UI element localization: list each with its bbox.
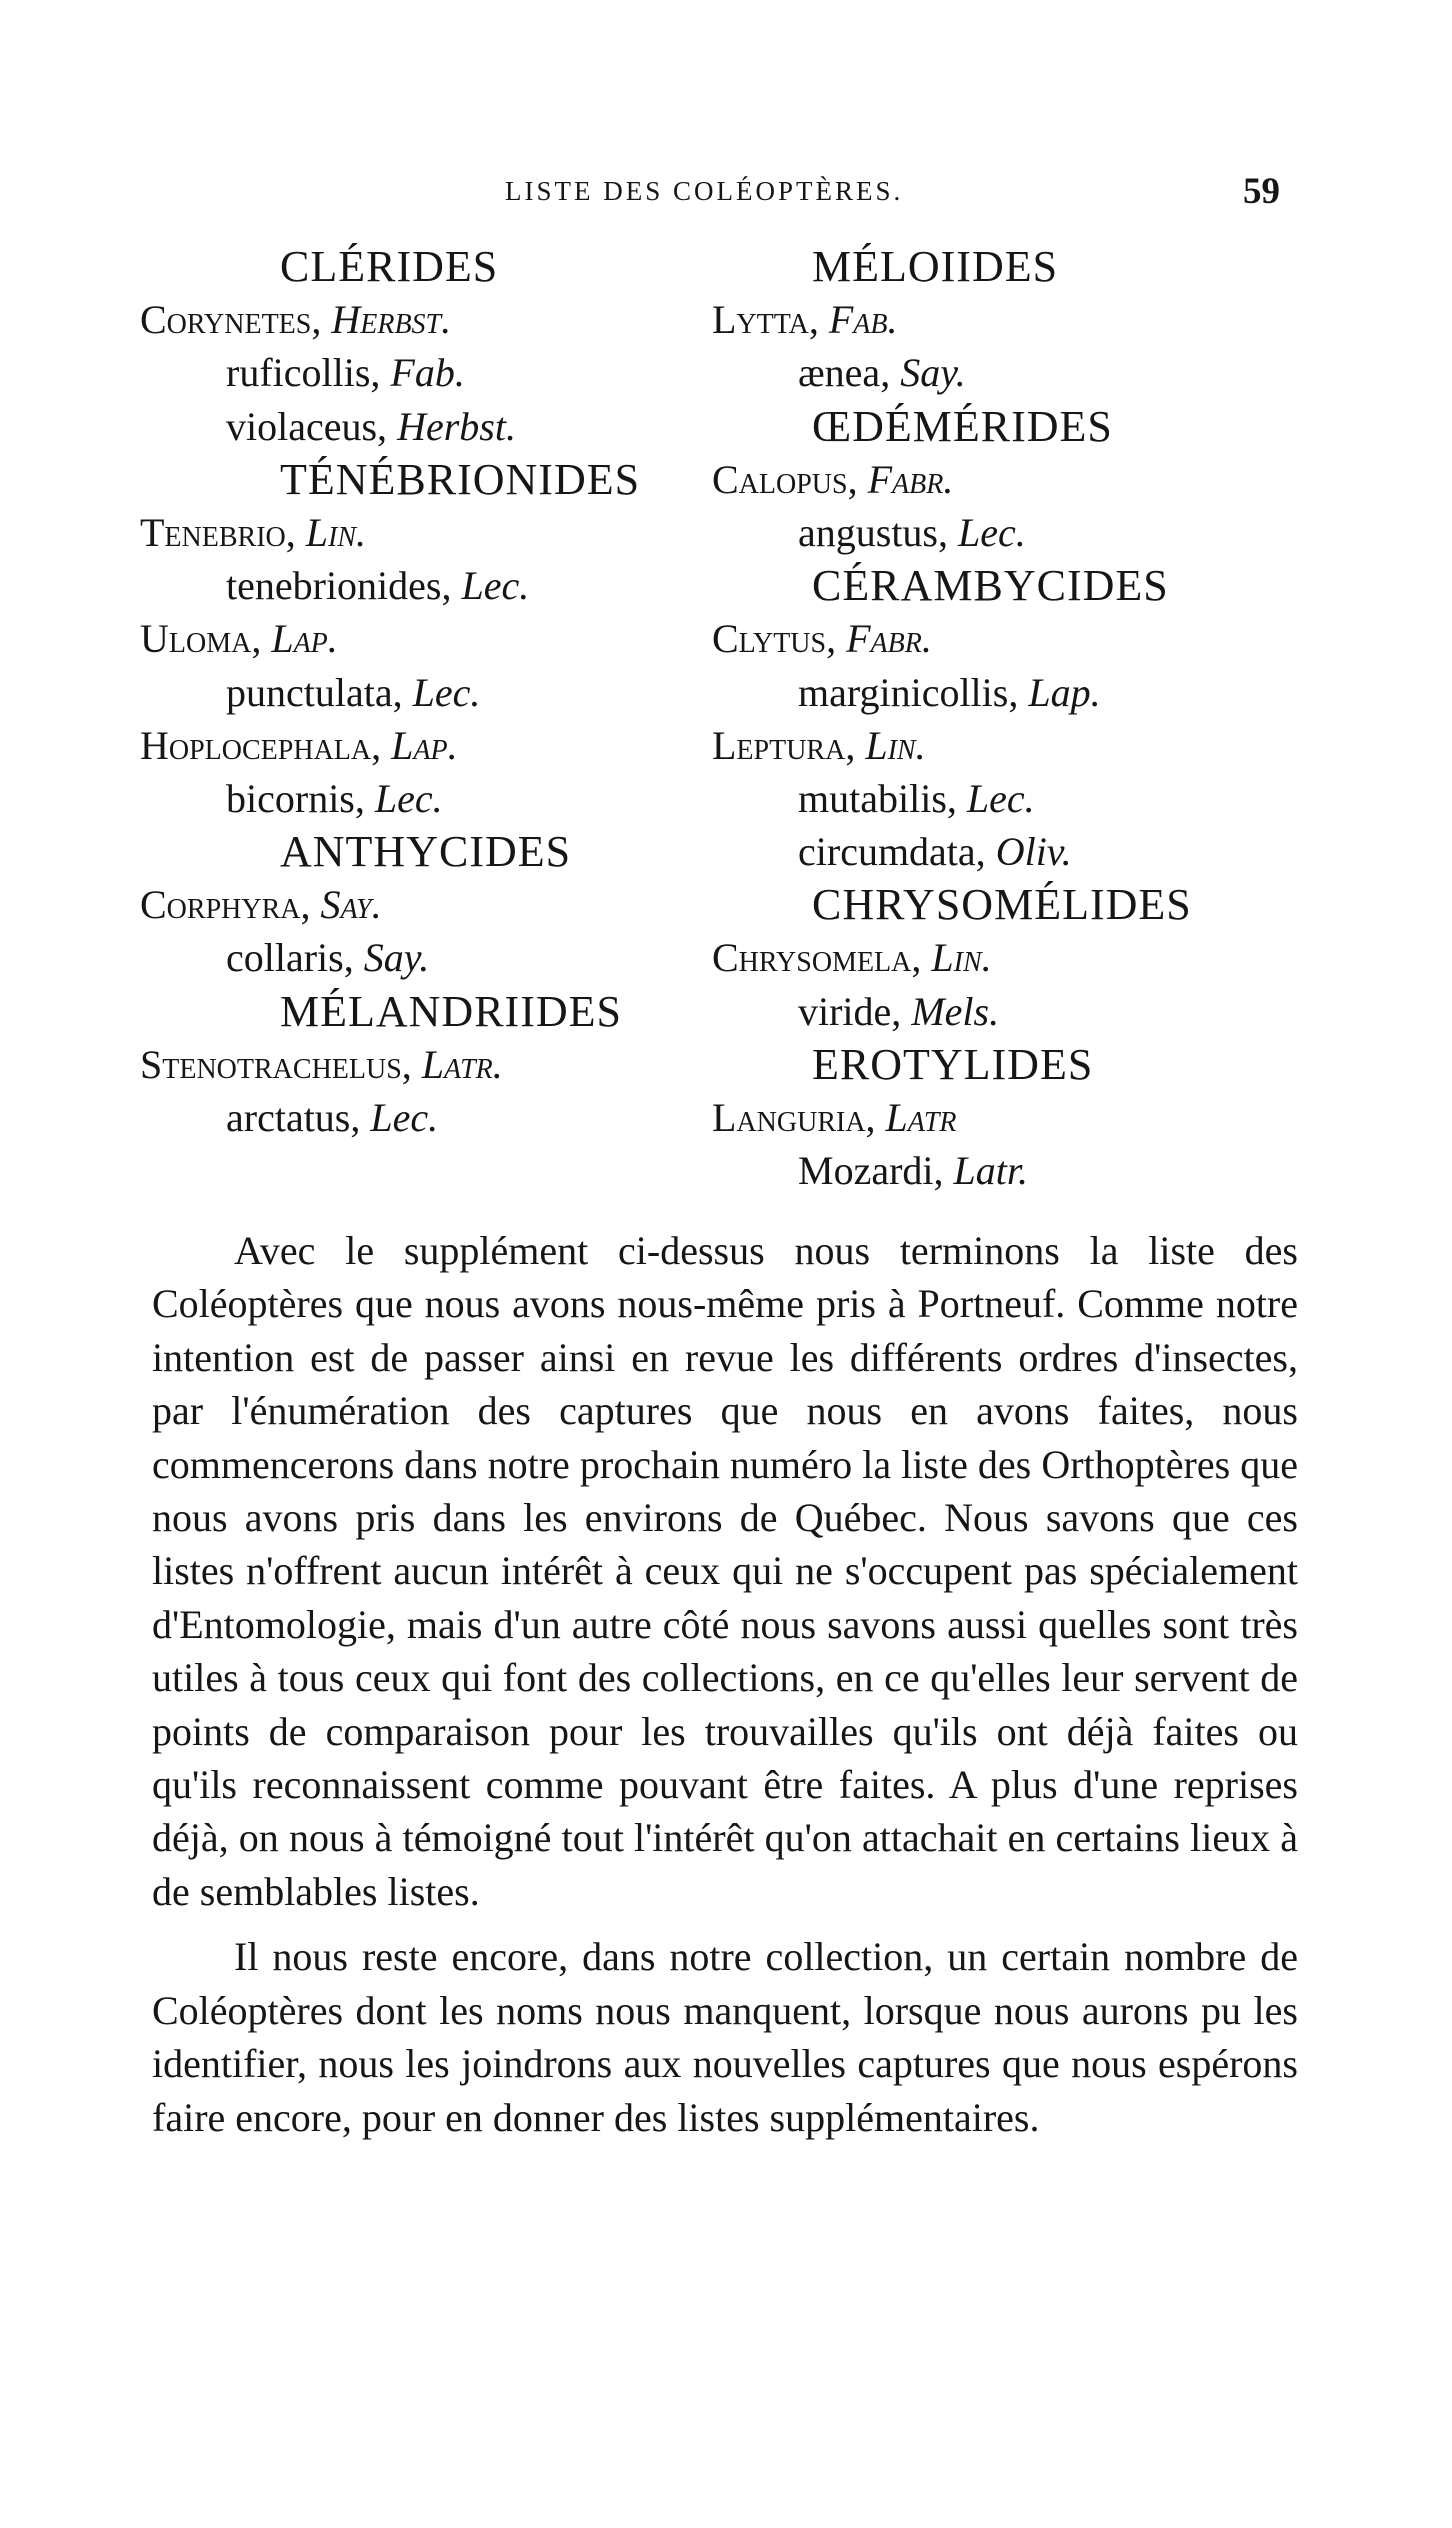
author-abbrev: Oliv. xyxy=(995,829,1072,875)
genus-entry xyxy=(712,719,1272,772)
author-abbrev: Latr xyxy=(885,1095,957,1140)
family-heading: EROTYLIDES xyxy=(812,1039,1094,1089)
genus-name: Stenotrachelus, xyxy=(140,1041,412,1087)
author-abbrev: Lin. xyxy=(865,722,926,768)
genus-name: Chrysomela, xyxy=(712,935,922,981)
genus-name: Clytus, xyxy=(712,616,837,662)
author-abbrev: Fab. xyxy=(390,350,465,396)
species-entry xyxy=(712,1144,1272,1197)
paragraph: Il nous reste encore, dans notre collection, un certain nombre de Coléoptères dont les noms nous manquent, lorsque nous aurons pu les identifier, nous les joindrons aux nouvelles captures que nous espérons faire encore, pour en donner des listes supplémentaires. xyxy=(152,1934,1298,2140)
species-entry xyxy=(712,506,1272,559)
species-entry xyxy=(140,666,640,719)
genus-name: Lytta, xyxy=(712,297,819,343)
genus-name: Leptura, xyxy=(712,722,856,768)
species-entry xyxy=(140,559,640,612)
running-title: LISTE DES COLÉOPTÈRES. xyxy=(505,176,904,206)
author-abbrev: Lap. xyxy=(391,722,458,768)
author-abbrev: Lin. xyxy=(931,935,992,981)
author-abbrev: Lap. xyxy=(1028,669,1101,715)
species-name: arctatus, xyxy=(226,1095,361,1140)
author-abbrev: Say. xyxy=(320,882,382,928)
author-abbrev: Fab. xyxy=(828,297,898,343)
species-entry xyxy=(140,772,640,825)
species-list-left xyxy=(140,240,640,1144)
author-abbrev: Lec. xyxy=(412,669,481,715)
author-abbrev: Say. xyxy=(900,350,966,396)
species-name: viride, xyxy=(798,988,902,1034)
family-heading: CHRYSOMÉLIDES xyxy=(812,880,1192,930)
species-name: circumdata, xyxy=(798,829,986,875)
species-list-right xyxy=(712,240,1272,1197)
author-abbrev: Say. xyxy=(363,935,430,981)
genus-entry xyxy=(712,1091,1272,1144)
author-abbrev: Herbst. xyxy=(397,403,516,449)
species-entry xyxy=(712,985,1272,1038)
family-heading: TÉNÉBRIONIDES xyxy=(280,454,641,504)
author-abbrev: Lin. xyxy=(305,509,367,555)
species-name: angustus, xyxy=(798,509,948,555)
page-number: 59 xyxy=(1243,171,1280,212)
genus-entry xyxy=(140,293,640,346)
paragraph: Avec le supplément ci-dessus nous terminons la liste des Coléoptères que nous avons nous-même pris à Portneuf. Comme notre intention est de passer ainsi en revue les différents ordres d'insectes, par l'énumération des captures que nous en avons faites, nous commencerons dans notre prochain numéro la liste des Orthoptères que nous avons pris dans les environs de Québec. Nous savons que ces listes n'offrent aucun intérêt à ceux qui ne s'occupent pas spécialement d'Entomologie, mais d'un autre côté nous savons aussi quelles sont très utiles à tous ceux qui font des collections, en ce qu'elles leur servent de points de comparaison pour les trouvailles qu'ils ont déjà faites ou qu'ils reconnaissent comme pouvant être faites. A plus d'une reprises déjà, on nous à témoigné tout l'intérêt qu'on attachait en certains lieux à de semblables listes. xyxy=(152,1228,1298,1914)
species-name: ruficollis, xyxy=(226,350,381,396)
author-abbrev: Latr. xyxy=(953,1148,1029,1194)
family-heading: CLÉRIDES xyxy=(280,242,499,291)
species-entry xyxy=(140,1091,640,1144)
author-abbrev: Lap. xyxy=(271,616,338,662)
family-heading: MÉLOIIDES xyxy=(812,242,1059,291)
species-entry xyxy=(140,346,640,399)
species-name: punctulata, xyxy=(226,669,403,715)
family-heading: MÉLANDRIIDES xyxy=(280,986,622,1036)
genus-entry xyxy=(712,612,1272,665)
author-abbrev: Lec. xyxy=(966,775,1035,821)
family-heading: CÉRAMBYCIDES xyxy=(812,561,1169,611)
genus-entry xyxy=(140,719,640,772)
genus-entry xyxy=(712,293,1272,346)
author-abbrev: Herbst. xyxy=(331,297,452,343)
genus-entry xyxy=(712,453,1272,506)
author-abbrev: Lec. xyxy=(461,563,530,609)
species-name: Mozardi, xyxy=(798,1148,944,1194)
body-text xyxy=(152,1224,1298,2144)
genus-entry xyxy=(140,878,640,931)
species-name: tenebrionides, xyxy=(226,563,452,609)
species-name: violaceus, xyxy=(226,403,388,449)
author-abbrev: Fabr. xyxy=(867,456,954,502)
species-name: bicornis, xyxy=(226,775,365,821)
species-name: mutabilis, xyxy=(798,775,957,821)
author-abbrev: Lec. xyxy=(374,775,443,821)
species-entry xyxy=(712,666,1272,719)
family-heading: ANTHYCIDES xyxy=(280,827,572,877)
species-name: ænea, xyxy=(798,350,891,396)
genus-entry xyxy=(140,506,640,559)
species-entry xyxy=(712,825,1272,878)
author-abbrev: Lec. xyxy=(370,1095,439,1140)
species-entry xyxy=(140,931,640,984)
genus-name: Hoplocephala, xyxy=(140,722,382,768)
genus-name: Languria, xyxy=(712,1095,876,1140)
author-abbrev: Lec. xyxy=(958,509,1026,555)
family-heading: ŒDÉMÉRIDES xyxy=(812,401,1113,451)
species-entry xyxy=(140,400,640,453)
author-abbrev: Fabr. xyxy=(846,616,932,662)
author-abbrev: Latr. xyxy=(421,1041,503,1087)
genus-entry xyxy=(712,931,1272,984)
species-name: marginicollis, xyxy=(798,669,1019,715)
genus-name: Corynetes, xyxy=(140,297,322,343)
genus-name: Corphyra, xyxy=(140,882,311,928)
genus-entry xyxy=(140,612,640,665)
species-entry xyxy=(712,772,1272,825)
genus-entry xyxy=(140,1038,640,1091)
genus-name: Tenebrio, xyxy=(140,509,296,555)
running-head xyxy=(0,170,1452,220)
species-name: collaris, xyxy=(226,935,354,981)
species-entry xyxy=(712,346,1272,399)
genus-name: Calopus, xyxy=(712,456,858,502)
author-abbrev: Mels. xyxy=(911,988,1000,1034)
genus-name: Uloma, xyxy=(140,616,262,662)
